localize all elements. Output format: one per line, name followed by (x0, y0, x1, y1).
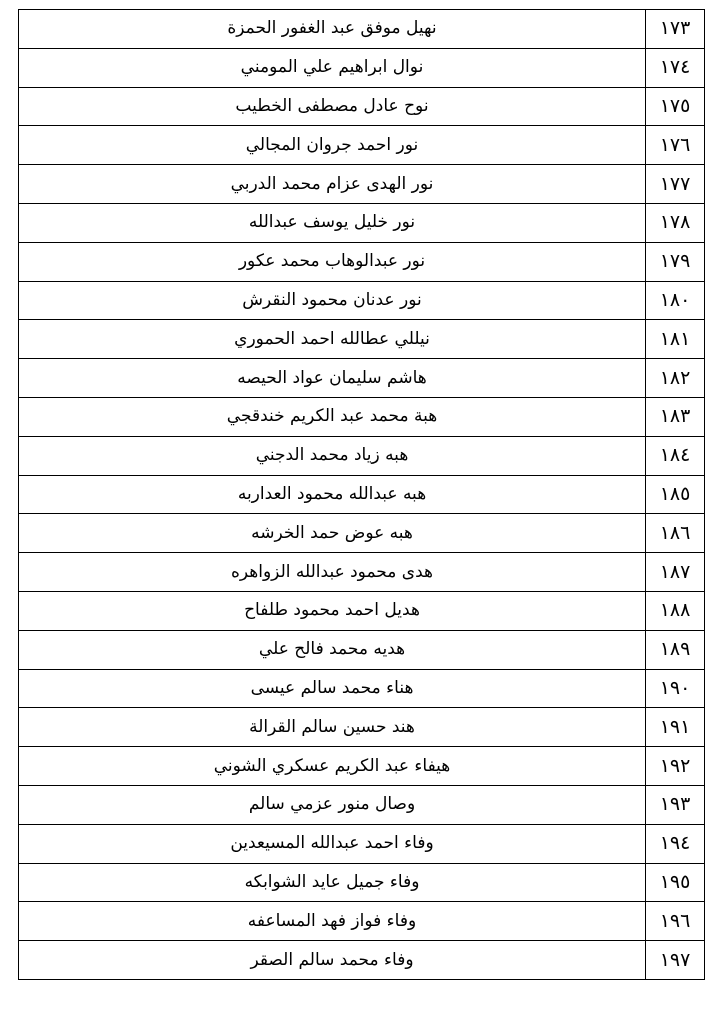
person-name: هبه زياد محمد الدجني (19, 436, 646, 475)
row-number: ١٩٥ (646, 863, 705, 902)
row-number: ١٩٦ (646, 902, 705, 941)
person-name: هديل احمد محمود طلفاح (19, 591, 646, 630)
table-row (19, 747, 705, 786)
person-name: نور احمد جروان المجالي (19, 126, 646, 165)
person-name: وفاء احمد عبدالله المسيعدين (19, 824, 646, 863)
table-row (19, 203, 705, 242)
person-name: هيفاء عبد الكريم عسكري الشوني (19, 747, 646, 786)
table-row (19, 475, 705, 514)
row-number: ١٨٧ (646, 553, 705, 592)
table-row (19, 165, 705, 204)
table-row (19, 708, 705, 747)
row-number: ١٨٠ (646, 281, 705, 320)
row-number: ١٨٦ (646, 514, 705, 553)
table-row (19, 553, 705, 592)
person-name: نيللي عطالله احمد الحموري (19, 320, 646, 359)
table-row (19, 320, 705, 359)
row-number: ١٧٥ (646, 87, 705, 126)
person-name: هدى محمود عبدالله الزواهره (19, 553, 646, 592)
row-number: ١٩٣ (646, 785, 705, 824)
table-row (19, 397, 705, 436)
row-number: ١٩٤ (646, 824, 705, 863)
table-row (19, 941, 705, 980)
row-number: ١٨٨ (646, 591, 705, 630)
table-row (19, 785, 705, 824)
row-number: ١٨١ (646, 320, 705, 359)
person-name: نهيل موفق عبد الغفور الحمزة (19, 10, 646, 49)
person-name: وفاء فواز فهد المساعفه (19, 902, 646, 941)
person-name: هبه عوض حمد الخرشه (19, 514, 646, 553)
person-name: هناء محمد سالم عيسى (19, 669, 646, 708)
table-row (19, 281, 705, 320)
person-name: هبة محمد عبد الكريم خندقجي (19, 397, 646, 436)
table-row (19, 824, 705, 863)
row-number: ١٧٩ (646, 242, 705, 281)
table-row (19, 669, 705, 708)
person-name: نور خليل يوسف عبدالله (19, 203, 646, 242)
table-row (19, 242, 705, 281)
table-row (19, 902, 705, 941)
table-row (19, 87, 705, 126)
person-name: هديه محمد فالح علي (19, 630, 646, 669)
row-number: ١٨٩ (646, 630, 705, 669)
table-row (19, 10, 705, 49)
row-number: ١٧٧ (646, 165, 705, 204)
person-name: وصال منور عزمي سالم (19, 785, 646, 824)
person-name: نور عبدالوهاب محمد عكور (19, 242, 646, 281)
row-number: ١٩١ (646, 708, 705, 747)
row-number: ١٨٣ (646, 397, 705, 436)
row-number: ١٧٨ (646, 203, 705, 242)
table-row (19, 436, 705, 475)
person-name: نوح عادل مصطفى الخطيب (19, 87, 646, 126)
table-row (19, 863, 705, 902)
person-name: نور عدنان محمود النقرش (19, 281, 646, 320)
person-name: هاشم سليمان عواد الحيصه (19, 359, 646, 398)
table-row (19, 48, 705, 87)
row-number: ١٩٧ (646, 941, 705, 980)
row-number: ١٨٥ (646, 475, 705, 514)
person-name: نور الهدى عزام محمد الدربي (19, 165, 646, 204)
names-table (18, 9, 705, 980)
row-number: ١٩٢ (646, 747, 705, 786)
person-name: هند حسين سالم القرالة (19, 708, 646, 747)
person-name: نوال ابراهيم علي المومني (19, 48, 646, 87)
table-row (19, 359, 705, 398)
row-number: ١٨٢ (646, 359, 705, 398)
row-number: ١٧٦ (646, 126, 705, 165)
row-number: ١٧٤ (646, 48, 705, 87)
names-table-body (19, 10, 705, 980)
table-row (19, 630, 705, 669)
table-row (19, 591, 705, 630)
table-row (19, 126, 705, 165)
person-name: وفاء جميل عايد الشوابكه (19, 863, 646, 902)
person-name: وفاء محمد سالم الصقر (19, 941, 646, 980)
row-number: ١٨٤ (646, 436, 705, 475)
table-row (19, 514, 705, 553)
row-number: ١٧٣ (646, 10, 705, 49)
person-name: هبه عبدالله محمود العداربه (19, 475, 646, 514)
row-number: ١٩٠ (646, 669, 705, 708)
